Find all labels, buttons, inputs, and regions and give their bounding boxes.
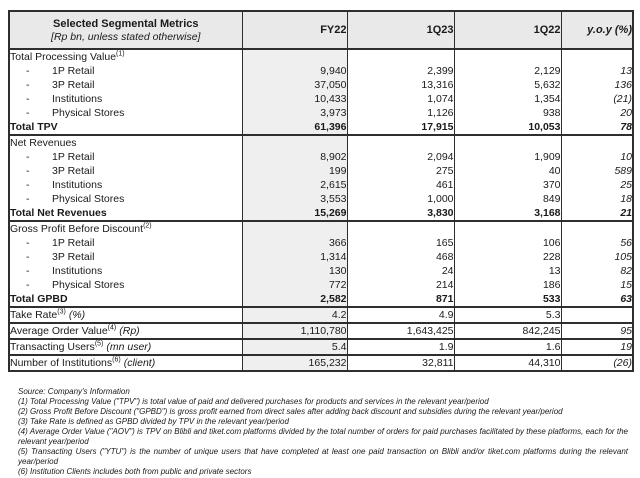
row-label: 3P Retail bbox=[52, 165, 95, 177]
total-value-cell: 3,830 bbox=[347, 206, 454, 221]
section-title-cell bbox=[9, 135, 242, 150]
bullet-dash: - bbox=[26, 251, 30, 263]
footnote-3: (3) Take Rate is defined as GPBD divided by TPV in the relevant year/period bbox=[18, 417, 289, 426]
row-label: Physical Stores bbox=[52, 193, 125, 205]
value-cell: 37,050 bbox=[242, 78, 347, 92]
value-cell: 130 bbox=[242, 264, 347, 278]
row-label: 3P Retail bbox=[52, 251, 95, 263]
table-title: Selected Segmental Metrics bbox=[52, 17, 199, 30]
value-cell: 165 bbox=[347, 236, 454, 250]
table-row bbox=[9, 78, 633, 92]
value-cell: 10 bbox=[561, 150, 633, 164]
metric-row bbox=[9, 307, 633, 323]
metrics-title-cell bbox=[9, 11, 242, 49]
column-header-yoy: y.o.y (%) bbox=[561, 11, 633, 49]
section-title: Gross Profit Before Discount bbox=[10, 223, 144, 235]
value-cell: 56 bbox=[561, 236, 633, 250]
row-label: Institutions bbox=[52, 265, 103, 277]
value-cell: 1,074 bbox=[347, 92, 454, 106]
value-cell: 8,902 bbox=[242, 150, 347, 164]
section-title-cell bbox=[9, 49, 242, 64]
table-row bbox=[9, 178, 633, 192]
metric-unit: (%) bbox=[68, 309, 86, 321]
value-cell: 366 bbox=[242, 236, 347, 250]
value-cell: 214 bbox=[347, 278, 454, 292]
value-cell: 5,632 bbox=[454, 78, 561, 92]
footnote-2: (2) Gross Profit Before Discount ("GPBD") is gross profit earned from direct sales after adding back discount and subsidies during the relevant year/period bbox=[18, 407, 563, 416]
footnote-ref-icon: (2) bbox=[143, 222, 152, 230]
row-label-cell bbox=[9, 106, 242, 120]
footnote-ref-icon: (1) bbox=[116, 50, 125, 58]
value-cell: 13 bbox=[561, 64, 633, 78]
column-header-1q22: 1Q22 bbox=[454, 11, 561, 49]
value-cell: 136 bbox=[561, 78, 633, 92]
empty-cell bbox=[561, 135, 633, 150]
metric-unit: (client) bbox=[123, 357, 156, 369]
row-label-cell bbox=[9, 78, 242, 92]
row-label: 1P Retail bbox=[52, 65, 95, 77]
value-cell: 370 bbox=[454, 178, 561, 192]
total-value-cell: 533 bbox=[454, 292, 561, 307]
value-cell: 18 bbox=[561, 192, 633, 206]
source-note: Source: Company's Information bbox=[18, 387, 130, 396]
total-value-cell: 63 bbox=[561, 292, 633, 307]
table-row bbox=[9, 192, 633, 206]
total-value-cell: 10,053 bbox=[454, 120, 561, 135]
value-cell: 95 bbox=[561, 323, 633, 339]
metric-row bbox=[9, 323, 633, 339]
value-cell: 4.2 bbox=[242, 307, 347, 323]
bullet-dash: - bbox=[26, 265, 30, 277]
metric-row bbox=[9, 355, 633, 371]
value-cell: 82 bbox=[561, 264, 633, 278]
row-label: Institutions bbox=[52, 179, 103, 191]
total-row bbox=[9, 292, 633, 307]
bullet-dash: - bbox=[26, 237, 30, 249]
column-header-1q23: 1Q23 bbox=[347, 11, 454, 49]
bullet-dash: - bbox=[26, 151, 30, 163]
bullet-dash: - bbox=[26, 193, 30, 205]
value-cell: 2,399 bbox=[347, 64, 454, 78]
row-label-cell bbox=[9, 150, 242, 164]
table-row bbox=[9, 106, 633, 120]
section-title-cell bbox=[9, 221, 242, 236]
metric-label-cell bbox=[9, 307, 242, 323]
row-label-cell bbox=[9, 192, 242, 206]
metric-unit: (Rp) bbox=[119, 325, 140, 337]
value-cell: 105 bbox=[561, 250, 633, 264]
row-label-cell bbox=[9, 264, 242, 278]
bullet-dash: - bbox=[26, 165, 30, 177]
value-cell: 589 bbox=[561, 164, 633, 178]
metric-label-cell bbox=[9, 323, 242, 339]
value-cell: 4.9 bbox=[347, 307, 454, 323]
total-row bbox=[9, 206, 633, 221]
empty-cell bbox=[242, 135, 347, 150]
total-label-cell: Total Net Revenues bbox=[9, 206, 242, 221]
footnote-4: (4) Average Order Value ("AOV") is TPV on Blibli and tiket.com platforms divided by the total number of orders for paid purchases facilitated by these platforms, each for the relevant year/period bbox=[18, 427, 628, 446]
value-cell: 44,310 bbox=[454, 355, 561, 371]
bullet-dash: - bbox=[26, 65, 30, 77]
value-cell: 19 bbox=[561, 339, 633, 355]
table-body bbox=[9, 49, 633, 371]
section-title: Net Revenues bbox=[10, 137, 77, 149]
value-cell: 10,433 bbox=[242, 92, 347, 106]
row-label: 1P Retail bbox=[52, 151, 95, 163]
value-cell: 461 bbox=[347, 178, 454, 192]
footnote-ref-icon: (3) bbox=[57, 308, 66, 316]
value-cell: 13 bbox=[454, 264, 561, 278]
table-row bbox=[9, 150, 633, 164]
row-label: 3P Retail bbox=[52, 79, 95, 91]
row-label-cell bbox=[9, 64, 242, 78]
value-cell: 1,314 bbox=[242, 250, 347, 264]
footnote-6: (6) Institution Clients includes both from public and private sectors bbox=[18, 467, 252, 476]
value-cell: 186 bbox=[454, 278, 561, 292]
value-cell: 40 bbox=[454, 164, 561, 178]
table-row bbox=[9, 278, 633, 292]
empty-cell bbox=[242, 49, 347, 64]
empty-cell bbox=[561, 221, 633, 236]
row-label: 1P Retail bbox=[52, 237, 95, 249]
value-cell: 13,316 bbox=[347, 78, 454, 92]
section-header-row bbox=[9, 135, 633, 150]
value-cell: 3,553 bbox=[242, 192, 347, 206]
footnote-ref-icon: (6) bbox=[112, 356, 121, 364]
value-cell: 842,245 bbox=[454, 323, 561, 339]
row-label-cell bbox=[9, 250, 242, 264]
bullet-dash: - bbox=[26, 93, 30, 105]
empty-cell bbox=[454, 49, 561, 64]
value-cell: 1,643,425 bbox=[347, 323, 454, 339]
column-header-fy22: FY22 bbox=[242, 11, 347, 49]
row-label: Physical Stores bbox=[52, 107, 125, 119]
row-label: Physical Stores bbox=[52, 279, 125, 291]
value-cell: 275 bbox=[347, 164, 454, 178]
footnote-1: (1) Total Processing Value ("TPV") is total value of paid and delivered purchases for products and services in the relevant year/period bbox=[18, 397, 489, 406]
value-cell: 24 bbox=[347, 264, 454, 278]
value-cell: 1,126 bbox=[347, 106, 454, 120]
value-cell: 2,129 bbox=[454, 64, 561, 78]
value-cell: (26) bbox=[561, 355, 633, 371]
table-row bbox=[9, 264, 633, 278]
value-cell: 1,000 bbox=[347, 192, 454, 206]
value-cell: 9,940 bbox=[242, 64, 347, 78]
row-label-cell bbox=[9, 92, 242, 106]
footnote-ref-icon: (5) bbox=[94, 340, 104, 348]
table-row bbox=[9, 92, 633, 106]
value-cell: 772 bbox=[242, 278, 347, 292]
table-row bbox=[9, 164, 633, 178]
total-label-cell: Total TPV bbox=[9, 120, 242, 135]
empty-cell bbox=[561, 49, 633, 64]
metric-unit: (mn user) bbox=[106, 341, 152, 353]
value-cell: 5.4 bbox=[242, 339, 347, 355]
value-cell: 2,615 bbox=[242, 178, 347, 192]
row-label-cell bbox=[9, 236, 242, 250]
value-cell: 938 bbox=[454, 106, 561, 120]
empty-cell bbox=[347, 135, 454, 150]
value-cell: 1,110,780 bbox=[242, 323, 347, 339]
value-cell: 106 bbox=[454, 236, 561, 250]
total-value-cell: 871 bbox=[347, 292, 454, 307]
value-cell: 468 bbox=[347, 250, 454, 264]
value-cell: 32,811 bbox=[347, 355, 454, 371]
metric-label-cell bbox=[9, 355, 242, 371]
metric-label: Transacting Users bbox=[10, 341, 95, 353]
value-cell: 20 bbox=[561, 106, 633, 120]
metric-row bbox=[9, 339, 633, 355]
bullet-dash: - bbox=[26, 107, 30, 119]
row-label-cell bbox=[9, 164, 242, 178]
value-cell: 1.9 bbox=[347, 339, 454, 355]
value-cell: 25 bbox=[561, 178, 633, 192]
table-header-row bbox=[9, 11, 633, 49]
table-row bbox=[9, 236, 633, 250]
table-row bbox=[9, 64, 633, 78]
total-row bbox=[9, 120, 633, 135]
section-header-row bbox=[9, 221, 633, 236]
empty-cell bbox=[454, 221, 561, 236]
empty-cell bbox=[454, 135, 561, 150]
empty-cell bbox=[347, 221, 454, 236]
value-cell: 849 bbox=[454, 192, 561, 206]
empty-cell bbox=[242, 221, 347, 236]
footnote-5: (5) Transacting Users ("YTU") is the number of unique users that have completed at least one paid transaction on Blibli and/or tiket.com platforms during the relevant year/period bbox=[18, 447, 628, 466]
total-value-cell: 15,269 bbox=[242, 206, 347, 221]
metric-label-cell bbox=[9, 339, 242, 355]
value-cell: 1.6 bbox=[454, 339, 561, 355]
total-value-cell: 21 bbox=[561, 206, 633, 221]
row-label-cell bbox=[9, 278, 242, 292]
total-label-cell: Total GPBD bbox=[9, 292, 242, 307]
value-cell bbox=[561, 307, 633, 323]
section-title: Total Processing Value bbox=[10, 51, 117, 63]
table-subtitle: [Rp bn, unless stated otherwise] bbox=[51, 30, 201, 43]
value-cell: 15 bbox=[561, 278, 633, 292]
row-label-cell bbox=[9, 178, 242, 192]
metric-label: Average Order Value bbox=[10, 325, 108, 337]
bullet-dash: - bbox=[26, 179, 30, 191]
value-cell: 228 bbox=[454, 250, 561, 264]
segmental-metrics-table bbox=[8, 10, 634, 372]
total-value-cell: 61,396 bbox=[242, 120, 347, 135]
footnotes bbox=[18, 387, 628, 477]
section-header-row bbox=[9, 49, 633, 64]
bullet-dash: - bbox=[26, 279, 30, 291]
value-cell: 165,232 bbox=[242, 355, 347, 371]
value-cell: 1,354 bbox=[454, 92, 561, 106]
empty-cell bbox=[347, 49, 454, 64]
value-cell: (21) bbox=[561, 92, 633, 106]
table-row bbox=[9, 250, 633, 264]
value-cell: 5.3 bbox=[454, 307, 561, 323]
metric-label: Take Rate bbox=[10, 309, 58, 321]
value-cell: 3,973 bbox=[242, 106, 347, 120]
row-label: Institutions bbox=[52, 93, 103, 105]
total-value-cell: 17,915 bbox=[347, 120, 454, 135]
total-value-cell: 78 bbox=[561, 120, 633, 135]
metric-label: Number of Institutions bbox=[10, 357, 113, 369]
value-cell: 1,909 bbox=[454, 150, 561, 164]
footnote-ref-icon: (4) bbox=[107, 324, 117, 332]
total-value-cell: 2,582 bbox=[242, 292, 347, 307]
total-value-cell: 3,168 bbox=[454, 206, 561, 221]
value-cell: 199 bbox=[242, 164, 347, 178]
bullet-dash: - bbox=[26, 79, 30, 91]
value-cell: 2,094 bbox=[347, 150, 454, 164]
